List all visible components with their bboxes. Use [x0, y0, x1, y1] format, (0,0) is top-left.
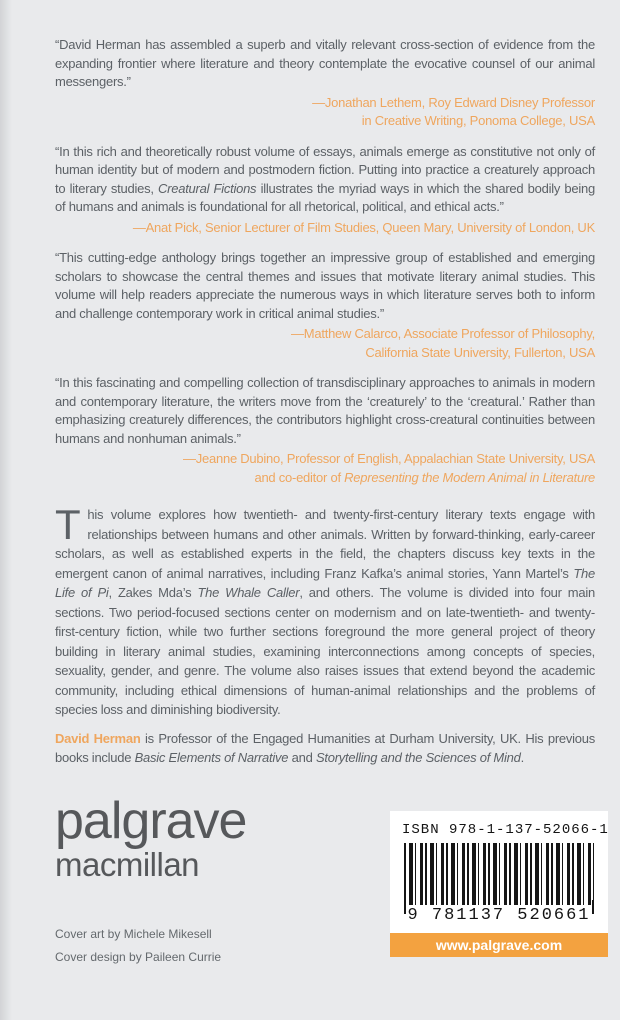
- attribution-line: and co-editor of Representing the Modern Animal in Literature: [254, 469, 595, 485]
- attribution-line: in Creative Writing, Ponoma College, USA: [361, 113, 595, 128]
- quote-attribution: [55, 325, 595, 362]
- quote-attribution: [55, 219, 595, 238]
- endorsement-quote-1: [55, 36, 595, 131]
- attribution-line: —Anat Pick, Senior Lecturer of Film Studies, Queen Mary, University of London, UK: [132, 219, 595, 235]
- attribution-line: —Matthew Calarco, Associate Professor of Philosophy,: [291, 326, 595, 341]
- cover-design-credit: Cover design by Paileen Currie: [55, 950, 222, 964]
- quote-attribution: [55, 450, 595, 487]
- cover-credits: [55, 927, 246, 965]
- endorsement-quote-4: [55, 374, 595, 487]
- barcode-white-box: [390, 811, 608, 933]
- attribution-line: —Jeanne Dubino, Professor of English, Appalachian State University, USA: [183, 451, 595, 466]
- back-cover-footer: [55, 792, 609, 973]
- logo-palgrave-text: palgrave: [55, 792, 247, 850]
- attribution-line: California State University, Fullerton, USA: [365, 344, 595, 360]
- barcode-block: [390, 811, 608, 957]
- book-description: [55, 501, 595, 720]
- quote-text: “David Herman has assembled a superb and vitally relevant cross-section of evidence from the expanding frontier where literature and theory contemplate the evocative counsel of our animal messengers.”: [55, 37, 595, 89]
- palgrave-macmillan-logo: [55, 792, 247, 883]
- barcode-bars: [404, 843, 594, 905]
- drop-cap: T: [55, 501, 81, 548]
- editor-bio: David Herman is Professor of the Engaged Humanities at Durham University, UK. His previous books include Basic Elements of Narrative and Storytelling and the Sciences of Mind.: [55, 730, 595, 765]
- logo-macmillan-text: macmillan: [55, 846, 200, 883]
- endorsement-quote-3: [55, 249, 595, 362]
- quote-text: “In this rich and theoretically robust volume of essays, animals emerge as constitutive not only of human identity but of modern and postmodern fiction. Putting into practice a creaturely approach to literary studies, Creatural Fictions illustrates the myriad ways in which the shared bodily being of humans and animals is foundational for all rhetorical, political, and ethical acts.”: [55, 143, 595, 214]
- isbn-label: ISBN 978-1-137-52066-1: [402, 822, 609, 838]
- cover-art-credit: Cover art by Michele Mikesell: [55, 927, 212, 941]
- quote-attribution: [55, 94, 595, 131]
- description-text: his volume explores how twentieth- and twenty-first-century literary texts engage with relationships between humans and other animals. Written by forward-thinking, early-career scholars, as well as established experts in the field, the chapters discuss key texts in the emergent canon of animal narratives, including Franz Kafka’s animal stories, Yann Martel’s The Life of Pi, Zakes Mda’s The Whale Caller, and others. The volume is divided into four main sections. Two period-focused sections center on modernism and on late-twentieth- and twenty-first-century fiction, while two further sections foreground the more general project of theory building in literary animal studies, examining interconnections among concepts of species, sexuality, gender, and genre. The volume also raises issues that extend beyond the academic community, including ethical dimensions of human-animal relationships and the problems of species loss and diminishing biodiversity.: [55, 507, 595, 717]
- publisher-website-bar: www.palgrave.com: [390, 933, 608, 957]
- endorsement-quote-2: [55, 143, 595, 238]
- quote-text: “This cutting-edge anthology brings together an impressive group of established and emerging scholars to showcase the central themes and issues that motivate literary animal studies. This volume will help readers appreciate the numerous ways in which literature serves both to inform and challenge contemporary work in critical animal studies.”: [55, 250, 595, 321]
- barcode-digits: 9 781137 520661: [402, 905, 596, 927]
- footer-left-column: [55, 792, 247, 973]
- quote-text: “In this fascinating and compelling collection of transdisciplinary approaches to animals in modern and contemporary literature, the writers move from the ‘creaturely’ to the ‘creatural.’ Rather than emphasizing creaturely differences, the contributors highlight cross-creatural continuities between humans and nonhuman animals.”: [55, 375, 595, 446]
- attribution-line: —Jonathan Lethem, Roy Edward Disney Professor: [312, 94, 595, 110]
